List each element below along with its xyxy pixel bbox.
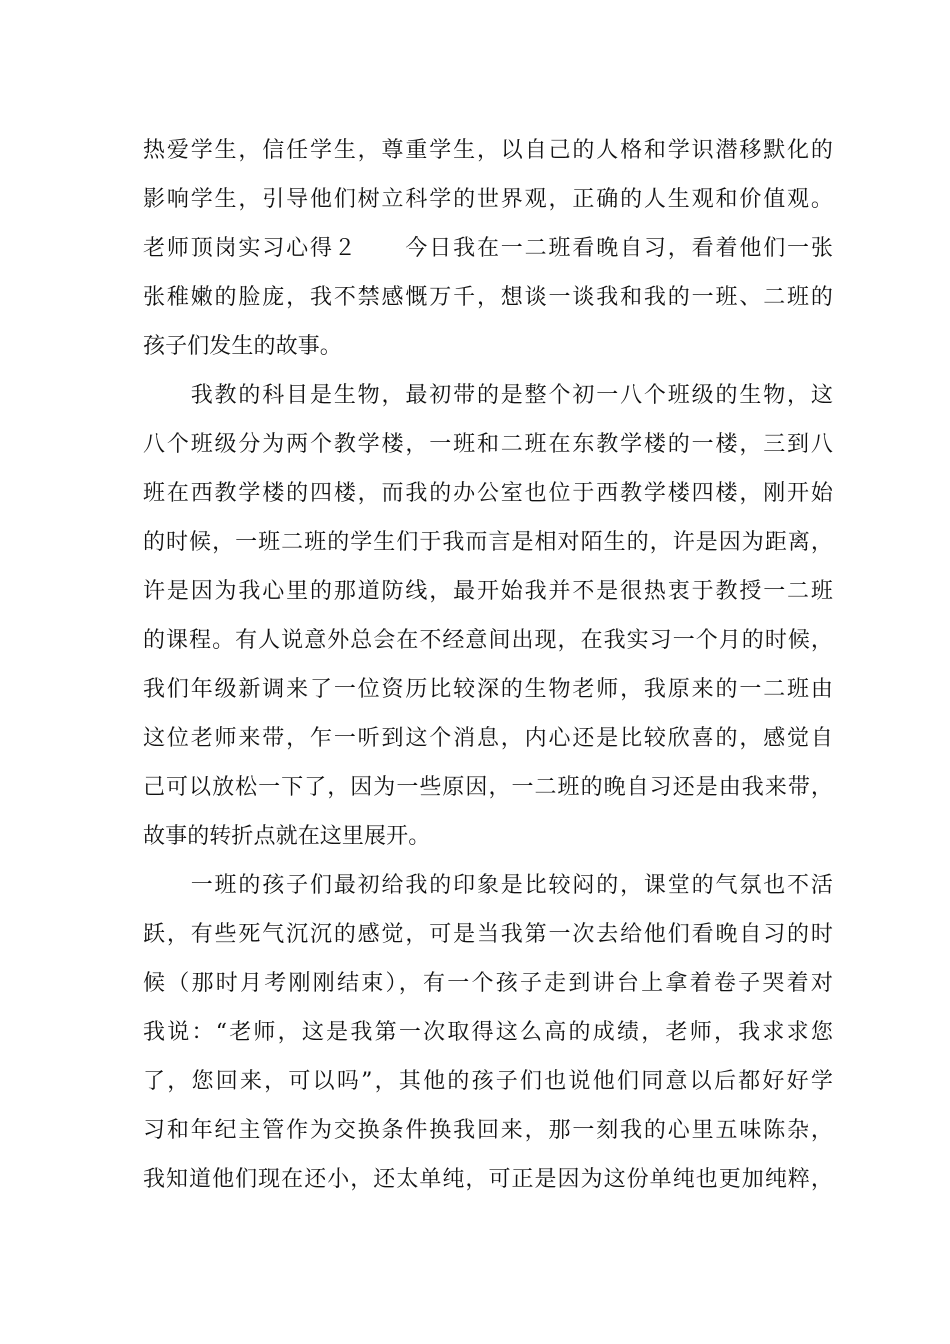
text-line-10: 许是因为我心里的那道防线，最开始我并不是很热衷于教授一二班	[143, 579, 833, 604]
text-line-22: 我知道他们现在还小，还太单纯，可正是因为这份单纯也更加纯粹，	[143, 1167, 833, 1192]
text-line-18: 候（那时月考刚刚结束），有一个孩子走到讲台上拿着卷子哭着对	[143, 971, 833, 996]
text-line-6: 我教的科目是生物，最初带的是整个初一八个班级的生物，这	[143, 383, 833, 408]
text-line-15: 故事的转折点就在这里展开。	[143, 824, 431, 849]
text-line-9: 的时候，一班二班的学生们于我而言是相对陌生的，许是因为距离，	[143, 530, 833, 555]
text-line-14: 己可以放松一下了，因为一些原因，一二班的晚自习还是由我来带，	[143, 775, 833, 800]
text-line-4: 张稚嫩的脸庞，我不禁感慨万千，想谈一谈我和我的一班、二班的	[143, 285, 833, 310]
text-line-3: 老师顶岗实习心得２ 今日我在一二班看晚自习，看着他们一张	[143, 236, 833, 261]
text-line-12: 我们年级新调来了一位资历比较深的生物老师，我原来的一二班由	[143, 677, 833, 702]
text-line-11: 的课程。有人说意外总会在不经意间出现，在我实习一个月的时候，	[143, 628, 833, 653]
text-line-5: 孩子们发生的故事。	[143, 334, 342, 359]
text-line-19: 我说：“老师，这是我第一次取得这么高的成绩，老师，我求求您	[143, 1020, 833, 1045]
text-line-2: 影响学生，引导他们树立科学的世界观，正确的人生观和价值观。	[143, 187, 833, 212]
text-line-16: 一班的孩子们最初给我的印象是比较闷的，课堂的气氛也不活	[143, 873, 833, 898]
text-line-17: 跃，有些死气沉沉的感觉，可是当我第一次去给他们看晚自习的时	[143, 922, 833, 947]
text-line-13: 这位老师来带，乍一听到这个消息，内心还是比较欣喜的，感觉自	[143, 726, 833, 751]
text-line-7: 八个班级分为两个教学楼，一班和二班在东教学楼的一楼，三到八	[143, 432, 833, 457]
text-line-8: 班在西教学楼的四楼，而我的办公室也位于西教学楼四楼，刚开始	[143, 481, 833, 506]
text-line-1: 热爱学生，信任学生，尊重学生，以自己的人格和学识潜移默化的	[143, 138, 833, 163]
text-line-21: 习和年纪主管作为交换条件换我回来，那一刻我的心里五味陈杂，	[143, 1118, 833, 1143]
text-line-20: 了，您回来，可以吗”，其他的孩子们也说他们同意以后都好好学	[143, 1069, 833, 1094]
